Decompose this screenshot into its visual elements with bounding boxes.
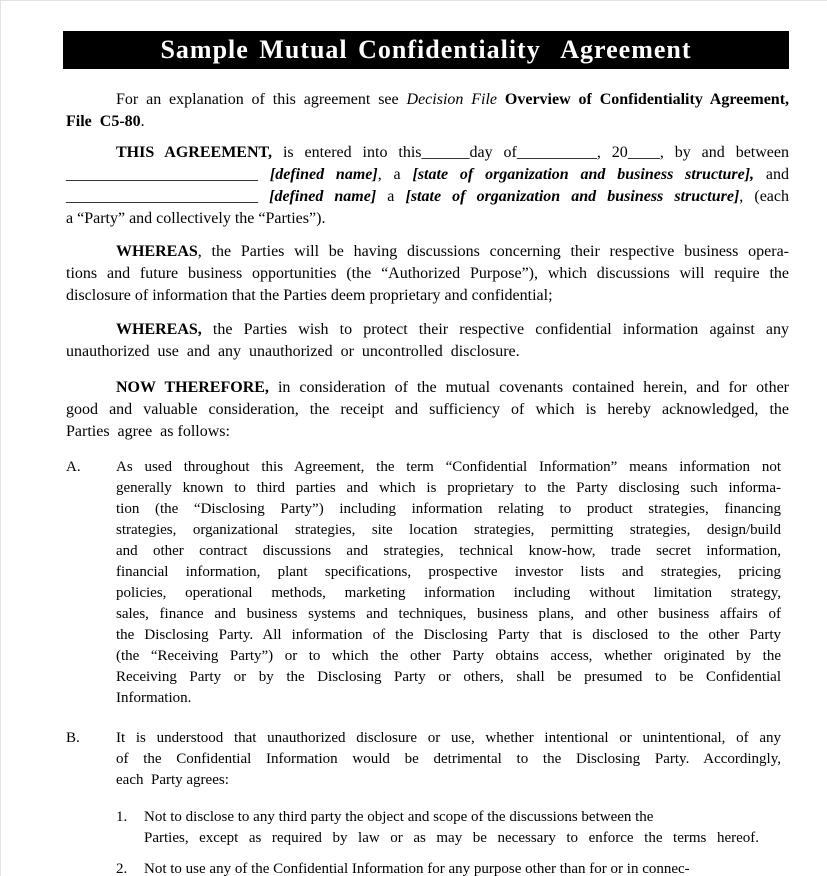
text-run: sales, finance and business systems and techniques, business plans, and other business affairs of bbox=[116, 606, 781, 622]
now-therefore-keyword: NOW THEREFORE, bbox=[116, 379, 269, 396]
text-run: (the “Receiving Party”) or to which the other Party obtains access, whether originated by the bbox=[116, 648, 781, 664]
nowtherefore-line-2 bbox=[66, 399, 789, 421]
text-run: day of bbox=[469, 144, 517, 161]
text-run: . bbox=[140, 113, 145, 130]
document-body bbox=[66, 89, 789, 876]
whereas1-line-3 bbox=[66, 285, 789, 307]
item-1-number: 1. bbox=[116, 809, 128, 825]
text-run: For an explanation of this agreement see bbox=[116, 91, 407, 108]
nowtherefore-line-1 bbox=[66, 377, 789, 399]
text-run: unauthorized use and any unauthorized or uncontrolled disclosure. bbox=[66, 343, 520, 360]
whereas1-line-1 bbox=[66, 241, 789, 263]
section-a-line-9 bbox=[116, 625, 781, 646]
text-run: , (each bbox=[739, 188, 790, 205]
text-run: the Disclosing Party. All information of the Disclosing Party that is disclosed to the other Party bbox=[116, 627, 781, 643]
agreement-opening-paragraph bbox=[66, 142, 789, 230]
text-run: and bbox=[754, 166, 789, 183]
section-a-line-4 bbox=[116, 520, 781, 541]
intro-line-1 bbox=[66, 89, 789, 111]
section-b-label: B. bbox=[66, 730, 80, 746]
intro-paragraph bbox=[66, 89, 789, 133]
section-a-line-5 bbox=[116, 541, 781, 562]
decision-file-reference: Decision File bbox=[406, 91, 498, 108]
whereas1-line-2 bbox=[66, 263, 789, 285]
section-b-line-1 bbox=[116, 728, 781, 749]
agreement-line-1 bbox=[66, 142, 789, 164]
section-a-content bbox=[116, 457, 789, 709]
text-run: a “Party” and collectively the “Parties”). bbox=[66, 210, 326, 227]
whereas2-line-2 bbox=[66, 341, 789, 363]
section-a-line-7 bbox=[116, 583, 781, 604]
file-number-reference: File C5-80 bbox=[66, 113, 141, 130]
item-2-content bbox=[144, 859, 789, 876]
section-a-line-11 bbox=[116, 667, 781, 688]
whereas-clause-2 bbox=[66, 319, 789, 363]
text-run: Not to disclose to any third party the object and scope of the discussions between the bbox=[144, 809, 654, 825]
agreement-line-3 bbox=[66, 186, 789, 208]
agreement-line-4 bbox=[66, 208, 789, 230]
text-run: and other contract discussions and strategies, technical know-how, trade secret information, bbox=[116, 543, 781, 559]
section-a-line-2 bbox=[116, 478, 781, 499]
text-run: financial information, plant specifications, prospective investor lists and strategies, pricing bbox=[116, 564, 781, 580]
title-banner bbox=[63, 31, 789, 69]
text-run: generally known to third parties and which is proprietary to the Party disclosing such informa- bbox=[116, 480, 781, 496]
blank-month: __________ bbox=[516, 144, 597, 161]
text-run: , a bbox=[377, 166, 413, 183]
item-1-content bbox=[144, 807, 789, 849]
text-run: , 20 bbox=[596, 144, 628, 161]
text-run: It is understood that unauthorized disclosure or use, whether intentional or unintentional, of any bbox=[116, 730, 781, 746]
text-run: Parties, except as required by law or as may be necessary to enforce the terms hereof. bbox=[144, 830, 759, 846]
text-run: As used throughout this Agreement, the term “Confidential Information” means information not bbox=[116, 459, 781, 475]
text-run: , the Parties will be having discussions concerning their respective business opera- bbox=[197, 243, 789, 260]
text-run: strategies, organizational strategies, site location strategies, permitting strategies, design/build bbox=[116, 522, 781, 538]
blank-day: ______ bbox=[421, 144, 470, 161]
text-run: Information. bbox=[116, 690, 192, 706]
text-run: Not to use any of the Confidential Information for any purpose other than for or in connec- bbox=[144, 861, 690, 876]
section-b bbox=[66, 728, 789, 791]
text-run: in consideration of the mutual covenants contained herein, and for other bbox=[268, 379, 789, 396]
section-a-label: A. bbox=[66, 459, 81, 475]
text-run: a bbox=[376, 188, 406, 205]
text-run: tions and future business opportunities (the “Authorized Purpose”), which discussions will require the bbox=[66, 265, 789, 282]
text-run: of the Confidential Information would be detrimental to the Disclosing Party. Accordingly, bbox=[116, 751, 781, 767]
item-1-line-2 bbox=[144, 828, 759, 849]
text-run: , by and between bbox=[659, 144, 790, 161]
blank-party-2-name: ________________________ bbox=[66, 188, 270, 205]
section-b-line-3 bbox=[116, 770, 781, 791]
section-a-line-10 bbox=[116, 646, 781, 667]
text-run: each Party agrees: bbox=[116, 772, 229, 788]
state-structure-placeholder: [state of organization and business structure], bbox=[412, 166, 755, 183]
section-a-line-1 bbox=[116, 457, 781, 478]
item-2-line-1 bbox=[144, 859, 759, 876]
now-therefore-clause bbox=[66, 377, 789, 443]
section-a-line-3 bbox=[116, 499, 781, 520]
list-item-2 bbox=[66, 859, 789, 876]
text-run: Parties agree as follows: bbox=[66, 423, 230, 440]
whereas-keyword: WHEREAS, bbox=[116, 321, 202, 338]
text-run: Receiving Party or by the Disclosing Party or others, shall be presumed to be Confidential bbox=[116, 669, 781, 685]
document-title: Sample Mutual Confidentiality Agreement bbox=[160, 35, 692, 64]
blank-year: ____ bbox=[627, 144, 660, 161]
item-2-number: 2. bbox=[116, 861, 128, 876]
intro-line-2 bbox=[66, 111, 789, 133]
text-run: the Parties wish to protect their respective confidential information against any bbox=[201, 321, 789, 338]
text-run: policies, operational methods, marketing information including without limitation strategy, bbox=[116, 585, 781, 601]
this-agreement-keyword: THIS AGREEMENT, bbox=[116, 144, 273, 161]
list-item-1 bbox=[66, 807, 789, 849]
nowtherefore-line-3 bbox=[66, 421, 789, 443]
section-a-line-8 bbox=[116, 604, 781, 625]
whereas2-line-1 bbox=[66, 319, 789, 341]
section-b-content bbox=[116, 728, 789, 791]
text-run: good and valuable consideration, the receipt and sufficiency of which is hereby acknowledged, the bbox=[66, 401, 789, 418]
item-1-line-1 bbox=[144, 807, 759, 828]
whereas-clause-1 bbox=[66, 241, 789, 307]
section-a bbox=[66, 457, 789, 709]
section-a-line-6 bbox=[116, 562, 781, 583]
whereas-keyword: WHEREAS bbox=[116, 243, 198, 260]
text-run: is entered into this bbox=[272, 144, 422, 161]
overview-reference: Overview of Confidentiality Agreement, bbox=[504, 91, 790, 108]
text-run: tion (the “Disclosing Party”) including information relating to product strategies, financing bbox=[116, 501, 781, 517]
defined-name-placeholder: [defined name] bbox=[269, 188, 377, 205]
state-structure-placeholder: [state of organization and business structure] bbox=[405, 188, 740, 205]
section-b-line-2 bbox=[116, 749, 781, 770]
text-run: disclosure of information that the Parties deem proprietary and confidential; bbox=[66, 287, 553, 304]
text-run bbox=[497, 91, 505, 108]
blank-party-1-name: ________________________ bbox=[66, 166, 270, 183]
agreement-line-2 bbox=[66, 164, 789, 186]
section-a-line-12 bbox=[116, 688, 781, 709]
defined-name-placeholder: [defined name] bbox=[269, 166, 378, 183]
